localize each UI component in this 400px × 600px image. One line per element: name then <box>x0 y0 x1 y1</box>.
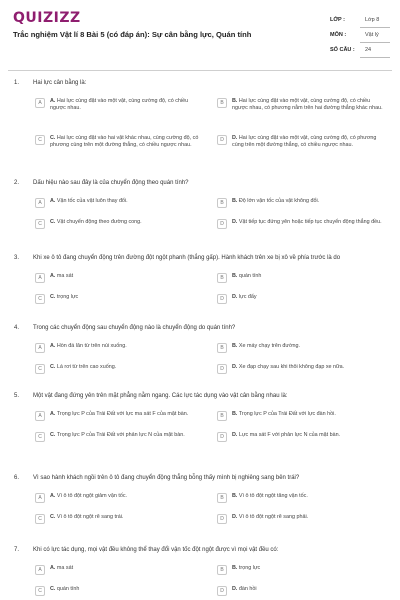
option-prefix: C. <box>50 219 56 225</box>
option-letter-badge: B <box>217 98 227 108</box>
option-text <box>50 273 203 280</box>
question-text: Khi xe ô tô đang chuyển động trên đường đột ngột phanh (thắng gấp). Hành khách trên xe bị xô về phía trước là do <box>33 255 341 261</box>
option-letter-badge: B <box>217 493 227 503</box>
option-text <box>232 565 385 572</box>
option-text <box>232 432 385 439</box>
option-letter-badge: B <box>217 565 227 575</box>
question-text: Vì sao hành khách ngồi trên ô tô đang chuyển động thẳng bỗng thấy mình bị nghiêng sang bên trái? <box>33 475 300 481</box>
option-prefix: A. <box>50 198 56 204</box>
option-letter-badge: A <box>35 198 45 208</box>
option-prefix: C. <box>50 514 56 520</box>
option-letter-badge: A <box>35 565 45 575</box>
option-letter-badge: D <box>217 294 227 304</box>
option-text <box>50 343 203 350</box>
meta-value: 24 <box>365 47 372 53</box>
option-text <box>50 198 203 205</box>
option-prefix: A. <box>50 343 56 349</box>
option-letter-badge: C <box>35 135 45 145</box>
header-divider <box>8 70 392 71</box>
option-letter-badge: B <box>217 198 227 208</box>
option-text <box>50 493 203 500</box>
option-text <box>232 411 385 418</box>
option-text <box>232 364 385 371</box>
option-body: Vật chuyển động theo đường cong. <box>56 219 142 225</box>
option-prefix: D. <box>232 364 238 370</box>
option-prefix: B. <box>232 565 238 571</box>
option-body: Hai lực cùng đặt vào một vật, cùng cường độ, có chiều ngược nhau, có phương nằm trên hai đường thẳng khác nhau. <box>232 98 383 112</box>
option-letter-badge: C <box>35 432 45 442</box>
option-letter-badge: A <box>35 343 45 353</box>
option-letter-badge: D <box>217 514 227 524</box>
option-text <box>50 219 203 226</box>
option-letter-badge: D <box>217 432 227 442</box>
option-text <box>232 586 385 593</box>
option-text <box>232 219 385 226</box>
option-prefix: B. <box>232 198 238 204</box>
option-prefix: A. <box>50 411 56 417</box>
meta-label: LỚP : <box>330 17 345 23</box>
option-prefix: B. <box>232 98 238 104</box>
option-prefix: D. <box>232 219 238 225</box>
option-body: Hai lực cùng đặt vào một vật, cùng cường độ, có chiều ngược nhau. <box>50 98 189 112</box>
option-text <box>50 411 203 418</box>
meta-value: Lớp 8 <box>365 17 380 23</box>
option-body: Vì ô tô đột ngột giảm vận tốc. <box>56 493 128 499</box>
option-body: Trọng lực P của Trái Đất với lực ma sát F của mặt bàn. <box>56 411 189 417</box>
option-text <box>50 364 203 371</box>
option-text <box>50 294 203 301</box>
option-body: ma sát <box>56 565 74 571</box>
option-letter-badge: A <box>35 273 45 283</box>
option-text <box>50 432 203 439</box>
option-letter-badge: C <box>35 364 45 374</box>
option-letter-badge: C <box>35 586 45 596</box>
meta-label: SỐ CÂU : <box>330 47 355 53</box>
option-letter-badge: B <box>217 343 227 353</box>
question-text: Trong các chuyển động sau chuyển động nào là chuyển động do quán tính? <box>33 325 236 331</box>
option-text <box>232 514 385 521</box>
option-text <box>232 493 385 500</box>
option-body: đàn hồi <box>238 586 257 592</box>
worksheet-header <box>0 0 400 68</box>
option-body: Trọng lực P của Trái Đất với lực đàn hồi. <box>238 411 336 417</box>
option-prefix: C. <box>50 294 56 300</box>
option-body: lực đẩy <box>238 294 257 300</box>
option-body: Hòn đá lăn từ trên núi xuống. <box>56 343 127 349</box>
question-number: 5. <box>14 393 20 399</box>
question-number: 4. <box>14 325 20 331</box>
option-body: Vật tiếp tục đứng yên hoặc tiếp tục chuyển động thẳng đều. <box>238 219 382 225</box>
option-prefix: C. <box>50 364 56 370</box>
option-body: Trọng lực P của Trái Đất với phản lực N của mặt bàn. <box>56 432 185 438</box>
option-prefix: C. <box>50 586 56 592</box>
option-body: Độ lớn vận tốc của vật không đổi. <box>238 198 320 204</box>
option-prefix: D. <box>232 294 238 300</box>
option-letter-badge: D <box>217 586 227 596</box>
meta-row-grade <box>330 14 390 29</box>
question-text: Dấu hiệu nào sau đây là của chuyển động theo quán tính? <box>33 180 189 186</box>
option-prefix: B. <box>232 493 238 499</box>
option-body: Xe đạp chạy sau khi thôi không đạp xe nữa. <box>238 364 345 370</box>
option-letter-badge: C <box>35 294 45 304</box>
option-body: quán tính <box>56 586 80 592</box>
option-body: trọng lực <box>238 565 261 571</box>
meta-label: MÔN : <box>330 32 347 38</box>
option-prefix: B. <box>232 273 238 279</box>
meta-row-question-count <box>330 44 390 59</box>
option-prefix: C. <box>50 135 56 141</box>
option-letter-badge: D <box>217 364 227 374</box>
option-text <box>50 514 203 521</box>
option-prefix: A. <box>50 98 56 104</box>
option-letter-badge: C <box>35 219 45 229</box>
question-number: 7. <box>14 547 20 553</box>
option-prefix: D. <box>232 135 238 141</box>
option-body: Vì ô tô đột ngột rẽ sang phải. <box>238 514 309 520</box>
option-body: Vì ô tô đột ngột rẽ sang trái. <box>56 514 124 520</box>
option-prefix: D. <box>232 432 238 438</box>
option-prefix: A. <box>50 565 56 571</box>
option-body: Xe máy chạy trên đường. <box>238 343 300 349</box>
option-letter-badge: D <box>217 219 227 229</box>
option-letter-badge: B <box>217 273 227 283</box>
option-text <box>232 343 385 350</box>
question-number: 6. <box>14 475 20 481</box>
question-number: 3. <box>14 255 20 261</box>
option-body: Hai lực cùng đặt vào hai vật khác nhau, cùng cường độ, có phương cùng trên một đường thẳng, có chiều ngược nhau. <box>50 135 199 149</box>
option-letter-badge: D <box>217 135 227 145</box>
quizizz-logo: QUIZIZZ <box>13 10 81 26</box>
question-number: 2. <box>14 180 20 186</box>
option-body: Vận tốc của vật luôn thay đổi. <box>56 198 128 204</box>
option-text <box>50 565 203 572</box>
option-text <box>232 294 385 301</box>
meta-value: Vật lý <box>365 32 379 38</box>
option-text <box>50 98 203 112</box>
option-body: ma sát <box>56 273 74 279</box>
question-text: Hai lực cân bằng là: <box>33 80 87 86</box>
option-text <box>232 135 385 149</box>
option-prefix: B. <box>232 343 238 349</box>
question-text: Khi có lực tác dụng, mọi vật đều không thể thay đổi vận tốc đột ngột được vì mọi vật đều có: <box>33 547 279 553</box>
option-prefix: B. <box>232 411 238 417</box>
option-text <box>50 135 203 149</box>
option-prefix: D. <box>232 586 238 592</box>
option-prefix: A. <box>50 273 56 279</box>
option-text <box>232 198 385 205</box>
option-prefix: D. <box>232 514 238 520</box>
option-text <box>50 586 203 593</box>
option-prefix: A. <box>50 493 56 499</box>
option-letter-badge: C <box>35 514 45 524</box>
option-body: Lá rơi từ trên cao xuống. <box>56 364 117 370</box>
option-text <box>232 273 385 280</box>
question-number: 1. <box>14 80 20 86</box>
question-text: Một vật đang đứng yên trên mặt phẳng nằm ngang. Các lực tác dụng vào vật cân bằng nhau là: <box>33 393 288 399</box>
option-body: trọng lực <box>56 294 79 300</box>
option-prefix: C. <box>50 432 56 438</box>
option-body: quán tính <box>238 273 262 279</box>
option-body: Hai lực cùng đặt vào một vật, cùng cường độ, có phương cùng trên một đường thẳng, có chiều ngược nhau. <box>232 135 377 149</box>
option-body: Lực ma sát F với phản lực N của mặt bàn. <box>238 432 341 438</box>
option-letter-badge: A <box>35 98 45 108</box>
option-text <box>232 98 385 112</box>
option-body: Vì ô tô đột ngột tăng vận tốc. <box>238 493 308 499</box>
option-letter-badge: A <box>35 493 45 503</box>
page-title: Trắc nghiệm Vật lí 8 Bài 5 (có đáp án): Sự cân bằng lực, Quán tính <box>13 30 252 39</box>
option-letter-badge: A <box>35 411 45 421</box>
option-letter-badge: B <box>217 411 227 421</box>
meta-row-subject <box>330 29 390 44</box>
worksheet-meta <box>330 14 390 59</box>
